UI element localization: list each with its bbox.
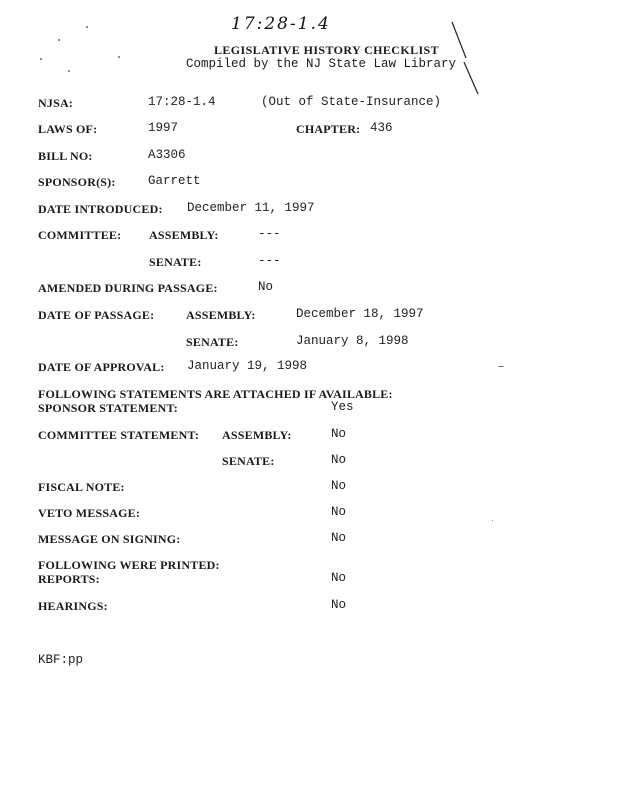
passage-assembly-value: December 18, 1997 [296, 307, 424, 321]
scan-speck [118, 56, 120, 58]
date-of-approval-label: DATE OF APPROVAL: [38, 360, 165, 374]
committee-assembly-label: ASSEMBLY: [149, 228, 219, 242]
date-introduced-value: December 11, 1997 [187, 201, 315, 215]
amended-value: No [258, 280, 274, 294]
statements-heading: FOLLOWING STATEMENTS ARE ATTACHED IF AVAILABLE: [38, 387, 393, 401]
passage-assembly-label: ASSEMBLY: [186, 308, 256, 322]
sponsors-value: Garrett [148, 174, 201, 188]
chapter-label: CHAPTER: [296, 122, 361, 136]
scan-speck [86, 26, 88, 28]
committee-senate-label: SENATE: [149, 255, 202, 269]
scan-speck [40, 58, 42, 60]
hearings-value: No [331, 598, 347, 612]
scan-speck [58, 39, 60, 41]
page-subtitle: Compiled by the NJ State Law Library [186, 57, 457, 71]
sponsor-statement-value: Yes [331, 400, 354, 414]
passage-senate-label: SENATE: [186, 335, 239, 349]
committee-statement-label: COMMITTEE STATEMENT: [38, 428, 200, 442]
date-introduced-label: DATE INTRODUCED: [38, 202, 163, 216]
message-on-signing-value: No [331, 531, 347, 545]
committee-assembly-value: --- [258, 227, 281, 241]
reports-value: No [331, 571, 347, 585]
committee-statement-senate-value: No [331, 453, 347, 467]
committee-label: COMMITTEE: [38, 228, 122, 242]
date-of-approval-value: January 19, 1998 [187, 359, 308, 373]
printed-heading: FOLLOWING WERE PRINTED: [38, 558, 220, 572]
veto-message-value: No [331, 505, 347, 519]
veto-message-label: VETO MESSAGE: [38, 506, 141, 520]
date-of-passage-label: DATE OF PASSAGE: [38, 308, 155, 322]
passage-senate-value: January 8, 1998 [296, 334, 409, 348]
laws-of-label: LAWS OF: [38, 122, 98, 136]
scan-speck [498, 366, 504, 367]
page-title: LEGISLATIVE HISTORY CHECKLIST [214, 43, 440, 57]
committee-statement-assembly-value: No [331, 427, 347, 441]
message-on-signing-label: MESSAGE ON SIGNING: [38, 532, 181, 546]
reports-label: REPORTS: [38, 572, 100, 586]
committee-statement-senate-label: SENATE: [222, 454, 275, 468]
committee-statement-assembly-label: ASSEMBLY: [222, 428, 292, 442]
hearings-label: HEARINGS: [38, 599, 108, 613]
scan-speck [68, 70, 70, 72]
bill-no-value: A3306 [148, 148, 186, 162]
sponsors-label: SPONSOR(S): [38, 175, 116, 189]
chapter-value: 436 [370, 121, 393, 135]
handwritten-reference: 17:28-1.4 [231, 14, 331, 34]
njsa-label: NJSA: [38, 96, 74, 110]
bill-no-label: BILL NO: [38, 149, 93, 163]
scan-speck [492, 520, 493, 521]
committee-senate-value: --- [258, 254, 281, 268]
fiscal-note-value: No [331, 479, 347, 493]
laws-of-value: 1997 [148, 121, 179, 135]
typist-initials: KBF:pp [38, 653, 84, 667]
amended-label: AMENDED DURING PASSAGE: [38, 281, 218, 295]
fiscal-note-label: FISCAL NOTE: [38, 480, 125, 494]
sponsor-statement-label: SPONSOR STATEMENT: [38, 401, 178, 415]
njsa-note: (Out of State-Insurance) [261, 95, 442, 109]
njsa-value: 17:28-1.4 [148, 95, 216, 109]
